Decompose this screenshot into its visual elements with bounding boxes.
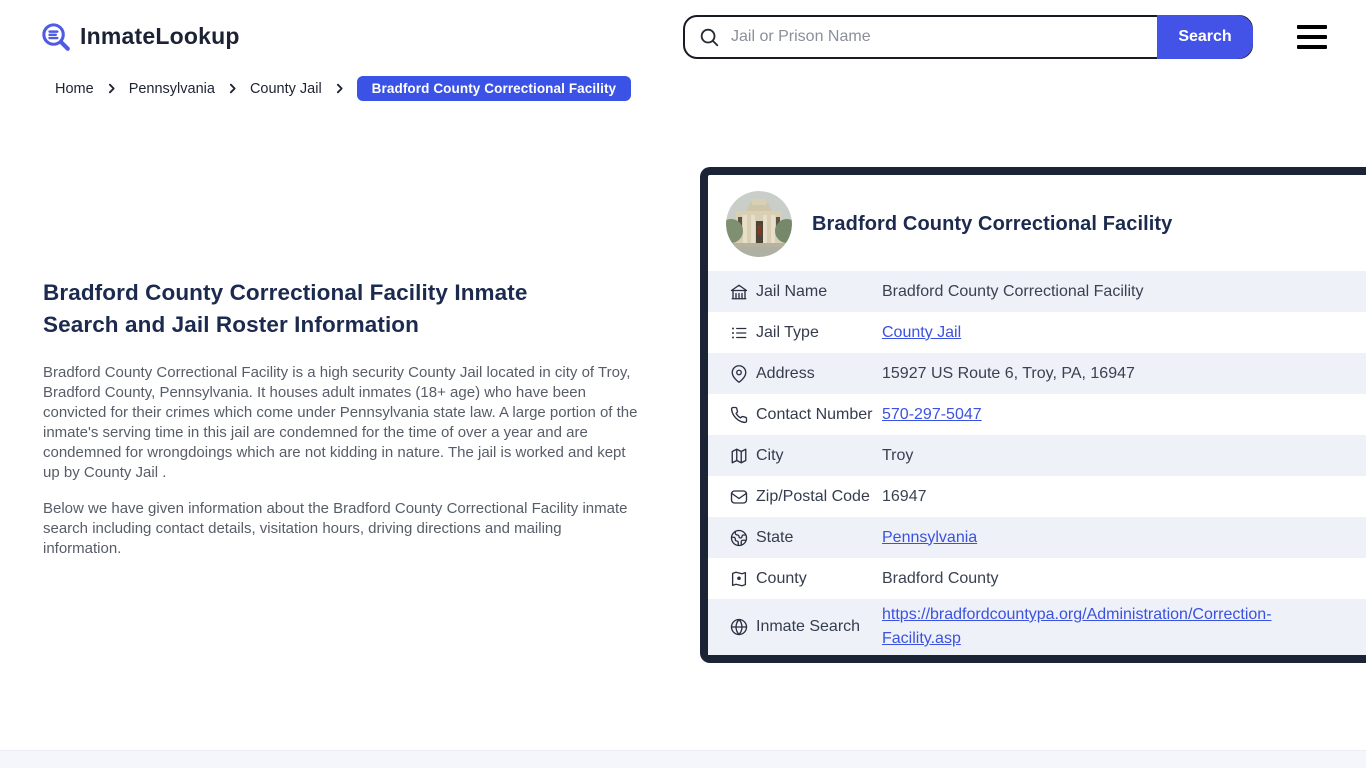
facility-row-value: Bradford County Correctional Facility [882, 282, 1144, 300]
logo[interactable] [40, 21, 240, 52]
facility-row-value: Troy [882, 446, 914, 464]
facility-row [708, 599, 1366, 655]
facility-row-label: Zip/Postal Code [756, 487, 870, 505]
facility-card [700, 167, 1366, 663]
facility-row-value-link[interactable]: County Jail [882, 323, 962, 341]
facility-row-value: 15927 US Route 6, Troy, PA, 16947 [882, 364, 1135, 382]
facility-row-value-link[interactable]: Pennsylvania [882, 528, 978, 546]
facility-row [708, 271, 1366, 312]
facility-row [708, 517, 1366, 558]
menu-hamburger-icon[interactable] [1297, 25, 1327, 49]
facility-row [708, 558, 1366, 599]
article [43, 277, 655, 575]
info-paragraph: Below we have given information about the Bradford County Correctional Facility inmate search including contact details, visitation hours, driving directions and mailing information. [43, 500, 628, 557]
breadcrumb [55, 76, 631, 101]
facility-row-label: State [756, 528, 794, 546]
footer-strip [0, 750, 1366, 768]
map-pin-icon [730, 365, 748, 383]
logo-text: InmateLookup [80, 23, 240, 49]
facility-row-value-link[interactable]: 570-297-5047 [882, 405, 982, 423]
mail-icon [730, 488, 748, 506]
facility-row [708, 353, 1366, 394]
chevron-right-icon [226, 82, 239, 95]
facility-card-header [708, 175, 1366, 271]
facility-row-value-link[interactable]: https://bradfordcountypa.org/Administration/Correction-Facility.asp [882, 606, 1272, 647]
facility-row-value: 16947 [882, 487, 927, 505]
chevron-right-icon [333, 82, 346, 95]
facility-details-table [708, 271, 1366, 655]
chevron-right-icon [105, 82, 118, 95]
search-button[interactable]: Search [1157, 15, 1253, 59]
globe-icon [730, 529, 748, 547]
facility-row-label: Jail Type [756, 323, 819, 341]
facility-row [708, 394, 1366, 435]
header [0, 0, 1366, 75]
facility-row-label: Address [756, 364, 815, 382]
page-title: Bradford County Correctional Facility Inmate Search and Jail Roster Information [43, 280, 528, 337]
facility-row-label: Inmate Search [756, 618, 861, 635]
phone-icon [730, 406, 748, 424]
breadcrumb-home-link[interactable]: Home [55, 80, 94, 97]
map-marker-icon [730, 570, 748, 588]
magnifier-lines-logo-icon [40, 21, 71, 52]
map-icon [730, 447, 748, 465]
list-icon [730, 324, 748, 342]
facility-row [708, 312, 1366, 353]
facility-title: Bradford County Correctional Facility [812, 212, 1173, 235]
search-bar [683, 15, 1253, 59]
bank-icon [730, 283, 748, 301]
facility-row-label: Contact Number [756, 405, 873, 423]
facility-row-label: City [756, 446, 784, 464]
facility-row-label: Jail Name [756, 282, 828, 300]
facility-row [708, 435, 1366, 476]
globe-grid-icon [730, 618, 748, 636]
breadcrumb-current-page-badge: Bradford County Correctional Facility [357, 76, 631, 101]
facility-row-value: Bradford County [882, 569, 999, 587]
breadcrumb-county-jail-link[interactable]: County Jail [249, 80, 322, 97]
facility-photo [726, 191, 792, 257]
intro-paragraph: Bradford County Correctional Facility is a high security County Jail located in city of Troy, Bradford County, Pennsylvania. It houses adult inmates (18+ age) who have been convicted for their crimes which come under Pennsylvania state law. A large portion of the inmate's serving time in this jail are condemned for the time of over a year and are condemned for wrongdoings which are not kidding in nature. The jail is worked and kept up by County Jail . [43, 364, 638, 481]
breadcrumb-pennsylvania-link[interactable]: Pennsylvania [128, 80, 215, 97]
facility-row-label: County [756, 569, 807, 587]
facility-row [708, 476, 1366, 517]
